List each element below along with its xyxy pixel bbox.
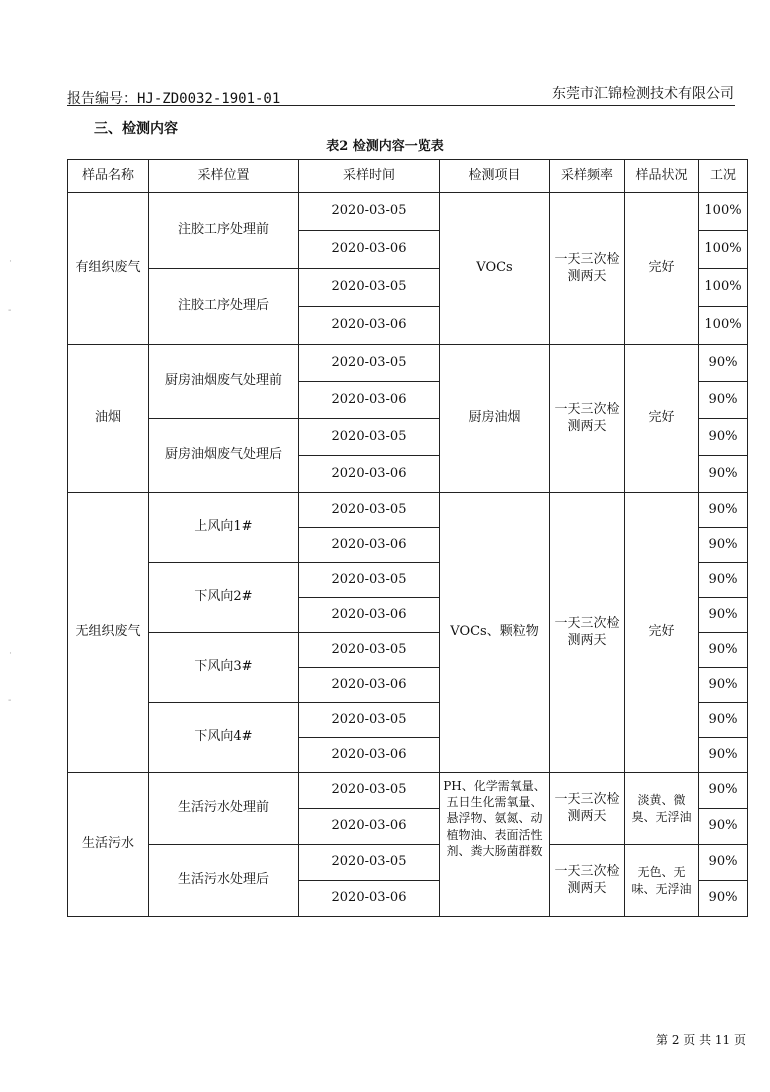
load-rate: 90% [699, 633, 748, 668]
sampling-date: 2020-03-06 [299, 456, 440, 493]
load-rate: 90% [699, 773, 748, 809]
sampling-date: 2020-03-05 [299, 563, 440, 598]
load-rate: 100% [699, 193, 748, 231]
detection-content-table [67, 159, 748, 917]
sampling-location: 下风向4# [149, 703, 299, 773]
table-row [68, 845, 748, 881]
load-rate: 90% [699, 845, 748, 881]
scan-mark: ˙ [8, 260, 13, 271]
test-item-vocs: VOCs [476, 260, 513, 276]
sampling-date: 2020-03-05 [299, 269, 440, 307]
sampling-location: 厨房油烟废气处理后 [149, 419, 299, 493]
col-header-sampling-location: 采样位置 [149, 160, 299, 193]
sampling-frequency: 一天三次检测两天 [550, 845, 625, 917]
sample-name: 油烟 [68, 345, 149, 493]
load-rate: 90% [699, 345, 748, 382]
sample-condition: 淡黄、微臭、无浮油 [625, 773, 699, 845]
sampling-location: 生活污水处理后 [149, 845, 299, 917]
table-title: 表2 检测内容一览表 [326, 139, 444, 154]
table-row [68, 193, 748, 231]
load-rate: 90% [699, 809, 748, 845]
section-title: 三、检测内容 [94, 121, 178, 137]
sampling-date: 2020-03-05 [299, 845, 440, 881]
load-rate: 90% [699, 563, 748, 598]
sampling-date: 2020-03-06 [299, 382, 440, 419]
scan-mark: - [8, 305, 12, 316]
table-row [68, 345, 748, 382]
page-number: 第 2 页 共 11 页 [656, 1033, 746, 1047]
col-header-sample-name: 样品名称 [68, 160, 149, 193]
load-rate: 100% [699, 307, 748, 345]
table-header-row [68, 160, 748, 193]
sampling-date: 2020-03-06 [299, 528, 440, 563]
load-rate: 90% [699, 493, 748, 528]
load-rate: 90% [699, 881, 748, 917]
report-number: 报告编号：HJ-ZD0032-1901-01 [67, 91, 281, 107]
sampling-date: 2020-03-06 [299, 231, 440, 269]
load-rate: 90% [699, 703, 748, 738]
col-header-test-items: 检测项目 [440, 160, 550, 193]
sampling-date: 2020-03-05 [299, 633, 440, 668]
sampling-date: 2020-03-05 [299, 773, 440, 809]
sample-condition: 完好 [625, 193, 699, 345]
load-rate: 90% [699, 598, 748, 633]
load-rate: 100% [699, 231, 748, 269]
col-header-sample-condition: 样品状况 [625, 160, 699, 193]
company-name: 东莞市汇锦检测技术有限公司 [552, 86, 734, 102]
sample-condition: 完好 [625, 493, 699, 773]
table-row [68, 493, 748, 528]
test-items [440, 193, 550, 345]
sampling-date: 2020-03-05 [299, 419, 440, 456]
load-rate: 90% [699, 528, 748, 563]
load-rate: 90% [699, 738, 748, 773]
sampling-date: 2020-03-05 [299, 703, 440, 738]
scan-mark: ˙ [8, 652, 13, 663]
sampling-location: 上风向1# [149, 493, 299, 563]
sampling-date: 2020-03-06 [299, 668, 440, 703]
test-items: VOCs、颗粒物 [440, 493, 550, 773]
sampling-frequency: 一天三次检测两天 [550, 493, 625, 773]
sampling-date: 2020-03-06 [299, 881, 440, 917]
sampling-frequency: 一天三次检测两天 [550, 345, 625, 493]
sample-name: 生活污水 [68, 773, 149, 917]
sampling-frequency: 一天三次检测两天 [550, 773, 625, 845]
sampling-location: 生活污水处理前 [149, 773, 299, 845]
sampling-frequency: 一天三次检测两天 [550, 193, 625, 345]
load-rate: 90% [699, 456, 748, 493]
sampling-location: 注胶工序处理后 [149, 269, 299, 345]
sampling-location: 下风向3# [149, 633, 299, 703]
sampling-date: 2020-03-06 [299, 809, 440, 845]
sampling-date: 2020-03-05 [299, 493, 440, 528]
test-items: 厨房油烟 [440, 345, 550, 493]
sampling-date: 2020-03-05 [299, 193, 440, 231]
sampling-location: 厨房油烟废气处理前 [149, 345, 299, 419]
col-header-sampling-time: 采样时间 [299, 160, 440, 193]
header-rule [67, 105, 735, 106]
load-rate: 90% [699, 382, 748, 419]
sampling-location: 下风向2# [149, 563, 299, 633]
sample-name: 无组织废气 [68, 493, 149, 773]
test-items: PH、化学需氧量、五日生化需氧量、悬浮物、氨氮、动植物油、表面活性剂、粪大肠菌群数 [440, 773, 550, 917]
sample-name: 有组织废气 [68, 193, 149, 345]
col-header-working-condition: 工况 [699, 160, 748, 193]
sampling-location: 注胶工序处理前 [149, 193, 299, 269]
sampling-date: 2020-03-06 [299, 307, 440, 345]
load-rate: 90% [699, 668, 748, 703]
sampling-date: 2020-03-06 [299, 598, 440, 633]
load-rate: 90% [699, 419, 748, 456]
load-rate: 100% [699, 269, 748, 307]
col-header-sampling-frequency: 采样频率 [550, 160, 625, 193]
sample-condition: 无色、无味、无浮油 [625, 845, 699, 917]
sampling-date: 2020-03-06 [299, 738, 440, 773]
sampling-date: 2020-03-05 [299, 345, 440, 382]
scan-mark: - [8, 695, 12, 706]
sample-condition: 完好 [625, 345, 699, 493]
table-row [68, 773, 748, 809]
